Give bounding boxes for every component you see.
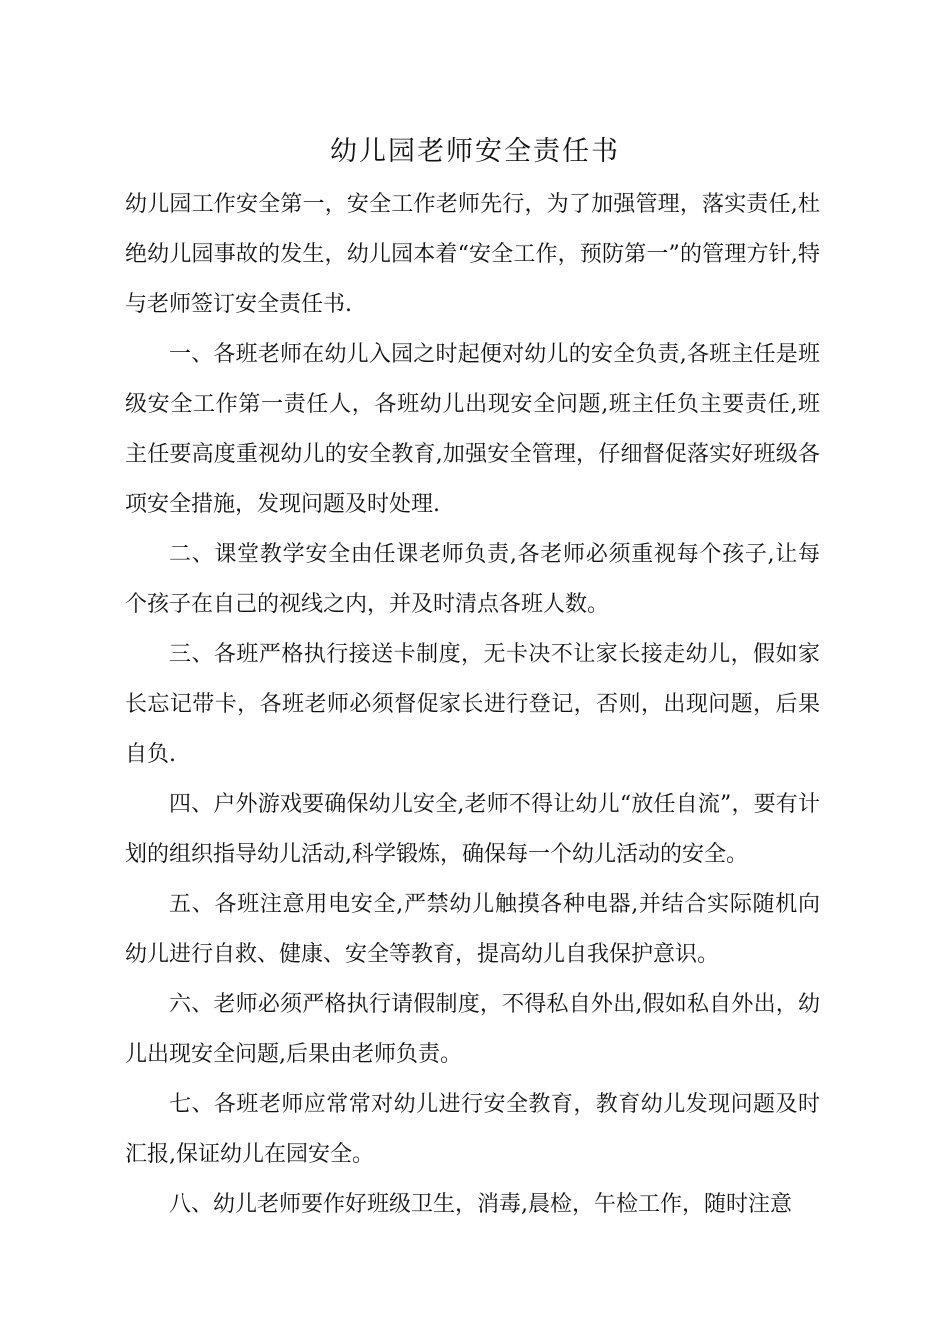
clause-1-paragraph: 一、各班老师在幼儿入园之时起便对幼儿的安全负责,各班主任是班级安全工作第一责任人，各班幼儿出现安全问题,班主任负主要责任,班主任要高度重视幼儿的安全教育,加强安全管理，仔细督促落实好班级各项安全措施，发现问题及时处理. bbox=[125, 342, 820, 517]
clause-8-paragraph: 八、幼儿老师要作好班级卫生，消毒,晨检，午检工作，随时注意 bbox=[169, 1192, 792, 1217]
clause-6-paragraph: 六、老师必须严格执行请假制度，不得私自外出,假如私自外出，幼儿出现安全问题,后果由老师负责。 bbox=[125, 992, 820, 1067]
clause-7-paragraph: 七、各班老师应常常对幼儿进行安全教育，教育幼儿发现问题及时汇报,保证幼儿在园安全。 bbox=[125, 1092, 820, 1167]
document-title: 幼儿园老师安全责任书 bbox=[330, 136, 620, 167]
document-body bbox=[125, 180, 820, 1230]
clause-4-paragraph: 四、户外游戏要确保幼儿安全,老师不得让幼儿“放任自流”，要有计划的组织指导幼儿活动,科学锻炼，确保每一个幼儿活动的安全。 bbox=[125, 792, 820, 867]
clause-5-paragraph: 五、各班注意用电安全,严禁幼儿触摸各种电器,并结合实际随机向幼儿进行自救、健康、安全等教育，提高幼儿自我保护意识。 bbox=[125, 892, 820, 967]
intro-paragraph: 幼儿园工作安全第一，安全工作老师先行，为了加强管理，落实责任,杜绝幼儿园事故的发生，幼儿园本着“安全工作，预防第一”的管理方针,特与老师签订安全责任书. bbox=[125, 192, 820, 317]
clause-2-paragraph: 二、课堂教学安全由任课老师负责,各老师必须重视每个孩子,让每个孩子在自己的视线之内，并及时清点各班人数。 bbox=[125, 542, 820, 617]
clause-3-paragraph: 三、各班严格执行接送卡制度，无卡决不让家长接走幼儿，假如家长忘记带卡，各班老师必须督促家长进行登记，否则，出现问题，后果自负. bbox=[125, 642, 820, 767]
